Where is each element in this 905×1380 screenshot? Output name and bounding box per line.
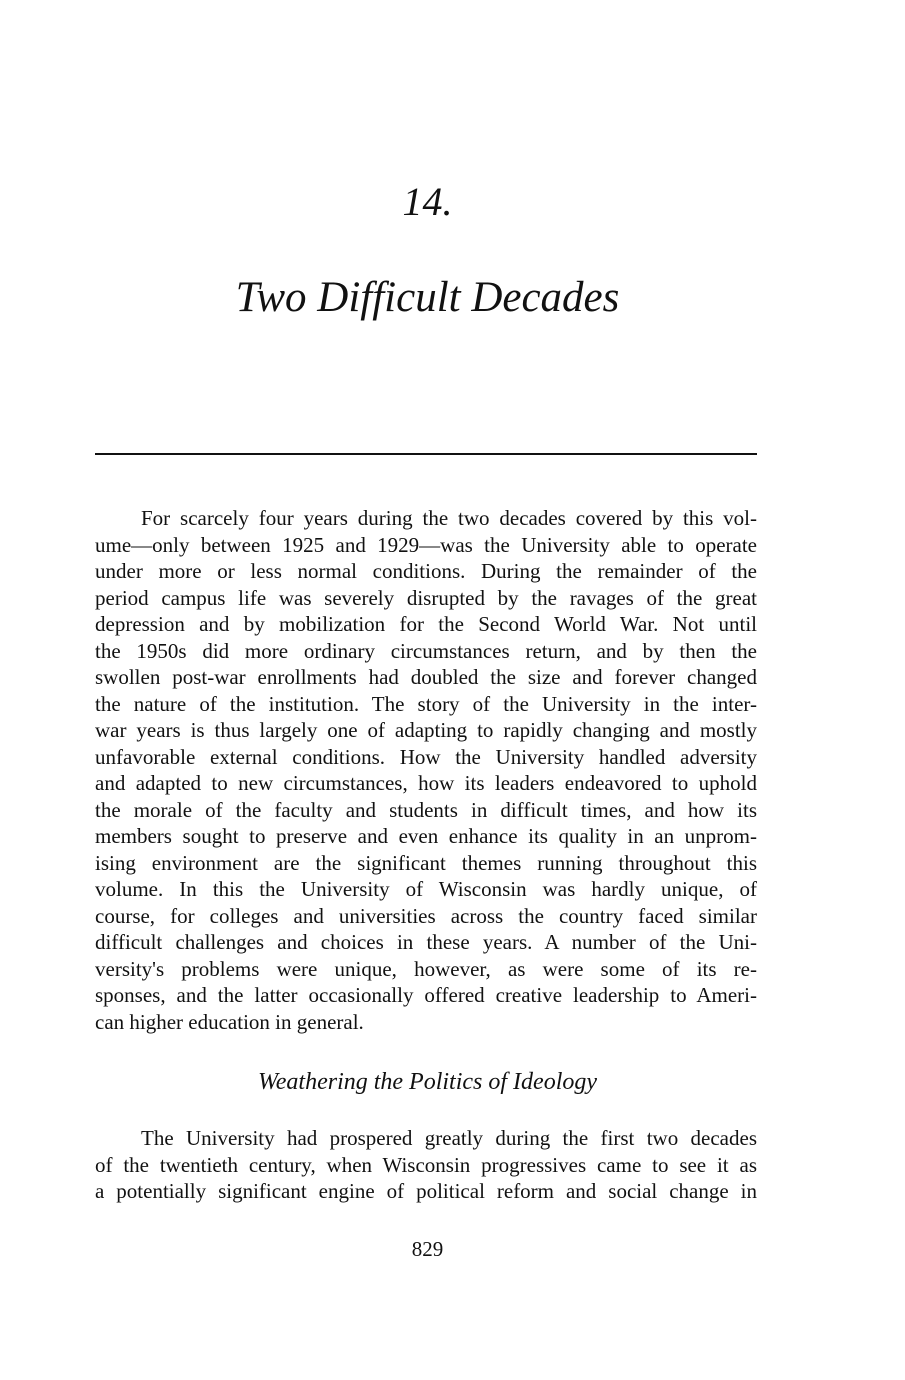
text-line: course, for colleges and universities across the country faced similar [95,903,757,928]
text-line: versity's problems were unique, however, as were some of its re- [95,956,757,981]
text-line: swollen post-war enrollments had doubled the size and forever changed [95,665,757,689]
text-line: members sought to preserve and even enhance its quality in an unprom- [95,824,757,848]
text-line: The University had prospered greatly during the first two decades [141,1126,757,1150]
text-line: under more or less normal conditions. During the remainder of the [95,559,757,583]
chapter-title: Two Difficult Decades [235,274,620,321]
text-line: period campus life was severely disrupted by the ravages of the great [95,585,757,610]
text-line: the nature of the institution. The story of the University in the inter- [95,691,757,716]
section-heading: Weathering the Politics of Ideology [257,1069,598,1095]
text-line: depression and by mobilization for the Second World War. Not until [95,612,757,636]
opening-paragraph [95,505,757,1035]
text-line: a potentially significant engine of political reform and social change in [95,1179,757,1203]
chapter-divider-rule [95,453,757,455]
text-line: the 1950s did more ordinary circumstances return, and by then the [95,638,757,663]
text-line: and adapted to new circumstances, how its leaders endeavored to uphold [95,771,757,795]
text-line: sponses, and the latter occasionally offered creative leadership to Ameri- [95,983,757,1007]
text-line: difficult challenges and choices in these years. A number of the Uni- [95,930,757,954]
text-line: volume. In this the University of Wisconsin was hardly unique, of [95,877,757,901]
text-line: For scarcely four years during the two decades covered by this vol- [141,506,757,530]
text-line: ume—only between 1925 and 1929—was the University able to operate [95,532,757,557]
text-line: ising environment are the significant themes running throughout this [95,850,757,875]
text-line: the morale of the faculty and students in difficult times, and how its [95,797,757,822]
section-paragraph [95,1125,757,1205]
text-line: unfavorable external conditions. How the University handled adversity [95,744,757,769]
chapter-number: 14. [402,179,453,224]
text-line: war years is thus largely one of adapting to rapidly changing and mostly [95,718,757,742]
text-line: can higher education in general. [95,1009,364,1034]
page-number: 829 [411,1237,444,1261]
text-line: of the twentieth century, when Wisconsin progressives came to see it as [95,1152,757,1177]
